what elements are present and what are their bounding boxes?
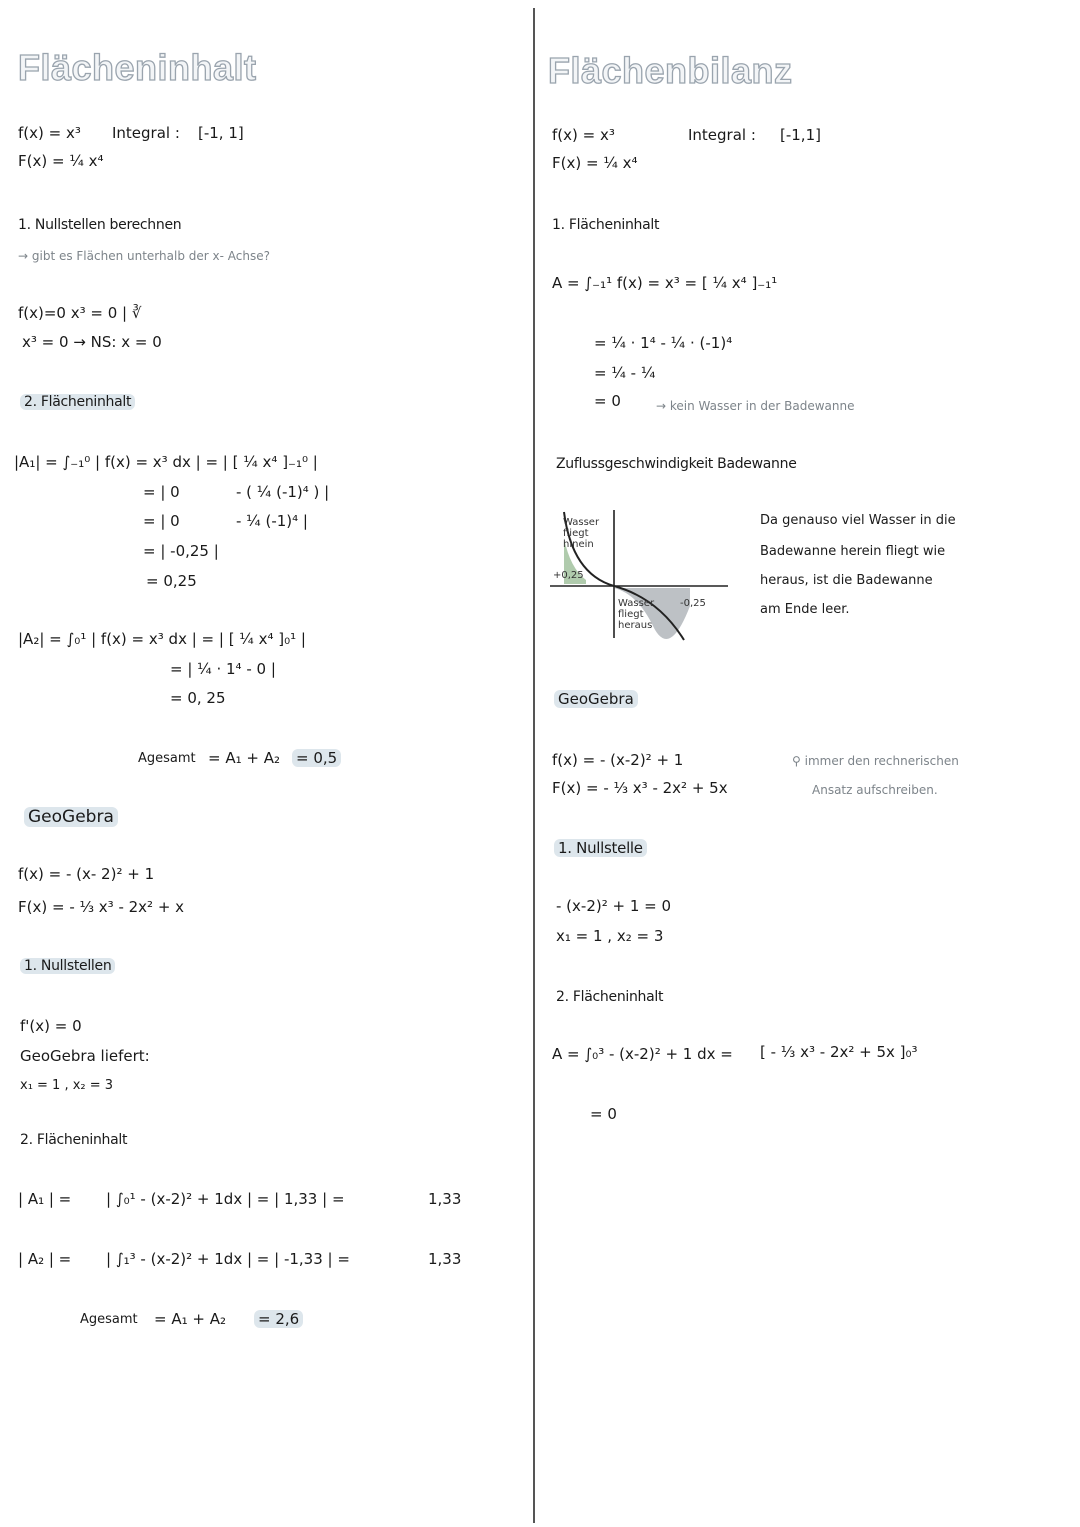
bath-note-line3: heraus, ist die Badewanne xyxy=(760,573,933,588)
left-integral-label: Integral : xyxy=(112,124,180,142)
left-geogebra-agesamt-value: = 2,6 xyxy=(254,1310,303,1328)
left-geogebra-agesamt-label: Agesamt xyxy=(80,1312,138,1327)
left-step2-heading: 2. Flächeninhalt xyxy=(20,393,135,411)
left-geogebra-a2-label: | A₂ | = xyxy=(18,1250,72,1268)
right-geogebra-a-bracket: [ - ⅓ x³ - 2x² + 5x ]₀³ xyxy=(760,1043,918,1061)
left-geogebra-liefert: GeoGebra liefert: xyxy=(20,1047,150,1065)
right-step1-heading: 1. Flächeninhalt xyxy=(552,217,660,233)
right-geogebra-step2: 2. Flächeninhalt xyxy=(556,989,664,1005)
left-function: f(x) = x³ xyxy=(18,124,81,142)
right-title: Flächenbilanz xyxy=(548,50,793,91)
right-a-line: A = ∫₋₁¹ f(x) = x³ = [ ¼ x⁴ ]₋₁¹ xyxy=(552,274,778,292)
right-function: f(x) = x³ xyxy=(552,126,615,144)
left-a1-row2b: - ¼ (-1)⁴ | xyxy=(236,512,308,530)
left-agesamt-expr: = A₁ + A₂ xyxy=(208,749,280,767)
left-agesamt-value: = 0,5 xyxy=(292,749,341,767)
left-title: Flächeninhalt xyxy=(18,47,257,88)
left-geogebra-a2-expr: | ∫₁³ - (x-2)² + 1dx | = | -1,33 | = xyxy=(106,1250,350,1268)
bath-note-line1: Da genauso viel Wasser in die xyxy=(760,513,956,528)
left-antiderivative: F(x) = ¼ x⁴ xyxy=(18,152,104,170)
left-eq1: f(x)=0 x³ = 0 | ∛ xyxy=(18,304,142,322)
hint-icon: ⚲ xyxy=(792,754,805,768)
right-geogebra-a-line: A = ∫₀³ - (x-2)² + 1 dx = xyxy=(552,1045,733,1063)
left-a2-row2: = 0, 25 xyxy=(170,689,226,707)
left-interval: [-1, 1] xyxy=(198,124,244,142)
left-geogebra-a2-value: 1,33 xyxy=(428,1250,462,1268)
column-divider xyxy=(533,8,535,1523)
left-geogebra-a1-expr: | ∫₀¹ - (x-2)² + 1dx | = | 1,33 | = xyxy=(106,1190,345,1208)
left-eq2: x³ = 0 → NS: x = 0 xyxy=(22,333,162,351)
right-geogebra-f: f(x) = - (x-2)² + 1 xyxy=(552,751,684,769)
left-geogebra-fprime: f'(x) = 0 xyxy=(20,1017,82,1035)
right-a-row1: = ¼ · 1⁴ - ¼ · (-1)⁴ xyxy=(594,334,733,352)
bath-note-line4: am Ende leer. xyxy=(760,602,850,617)
right-geogebra-heading: GeoGebra xyxy=(554,690,638,708)
left-a1-row2: = | 0 xyxy=(143,512,180,530)
right-geogebra-F: F(x) = - ⅓ x³ - 2x² + 5x xyxy=(552,779,728,797)
left-step1-note: → gibt es Flächen unterhalb der x- Achse? xyxy=(18,249,270,263)
left-geogebra-step1: 1. Nullstellen xyxy=(20,957,115,975)
left-geogebra-step2: 2. Flächeninhalt xyxy=(20,1132,128,1148)
left-a2-line: |A₂| = ∫₀¹ | f(x) = x³ dx | = | [ ¼ x⁴ ]₀¹ | xyxy=(18,630,306,648)
right-antiderivative: F(x) = ¼ x⁴ xyxy=(552,154,638,172)
left-geogebra-f: f(x) = - (x- 2)² + 1 xyxy=(18,865,155,883)
left-geogebra-a1-label: | A₁ | = xyxy=(18,1190,72,1208)
right-a-row3: = 0 xyxy=(594,392,621,410)
right-geogebra-hint-line2: Ansatz aufschreiben. xyxy=(812,783,938,797)
right-geogebra-a-result: = 0 xyxy=(590,1105,617,1123)
right-bath-heading: Zuflussgeschwindigkeit Badewanne xyxy=(556,456,797,472)
right-geogebra-step1: 1. Nullstelle xyxy=(554,839,647,857)
left-a1-line: |A₁| = ∫₋₁⁰ | f(x) = x³ dx | = | [ ¼ x⁴ ]₋₁⁰ | xyxy=(14,453,318,471)
left-geogebra-F: F(x) = - ⅓ x³ - 2x² + x xyxy=(18,898,185,916)
left-a1-row4: = 0,25 xyxy=(146,572,197,590)
graph-minus-value: -0,25 xyxy=(680,598,706,609)
left-a1-row3: = | -0,25 | xyxy=(143,542,219,560)
left-a2-row1: = | ¼ · 1⁴ - 0 | xyxy=(170,660,276,678)
right-a-note: → kein Wasser in der Badewanne xyxy=(656,399,855,413)
right-geogebra-eq1: - (x-2)² + 1 = 0 xyxy=(556,897,672,915)
graph-label-out: Wasser fliegt heraus xyxy=(618,598,655,631)
left-step1-heading: 1. Nullstellen berechnen xyxy=(18,217,182,233)
right-geogebra-hint-line1: ⚲ immer den rechnerischen xyxy=(792,754,959,768)
left-a1-row1b: - ( ¼ (-1)⁴ ) | xyxy=(236,483,330,501)
right-a-row2: = ¼ - ¼ xyxy=(594,364,656,382)
left-a1-row1: = | 0 xyxy=(143,483,180,501)
left-geogebra-agesamt-expr: = A₁ + A₂ xyxy=(154,1310,226,1328)
right-interval: [-1,1] xyxy=(780,126,821,144)
left-geogebra-a1-value: 1,33 xyxy=(428,1190,462,1208)
right-integral-label: Integral : xyxy=(688,126,756,144)
left-agesamt-label: Agesamt xyxy=(138,751,196,766)
bath-note-line2: Badewanne herein fliegt wie xyxy=(760,544,946,559)
left-geogebra-heading: GeoGebra xyxy=(24,808,118,826)
left-geogebra-roots: x₁ = 1 , x₂ = 3 xyxy=(20,1078,114,1093)
right-geogebra-roots: x₁ = 1 , x₂ = 3 xyxy=(556,927,664,945)
graph-plus-value: +0,25 xyxy=(553,570,584,581)
graph-label-in: Wasser fliegt hinein xyxy=(563,517,600,550)
